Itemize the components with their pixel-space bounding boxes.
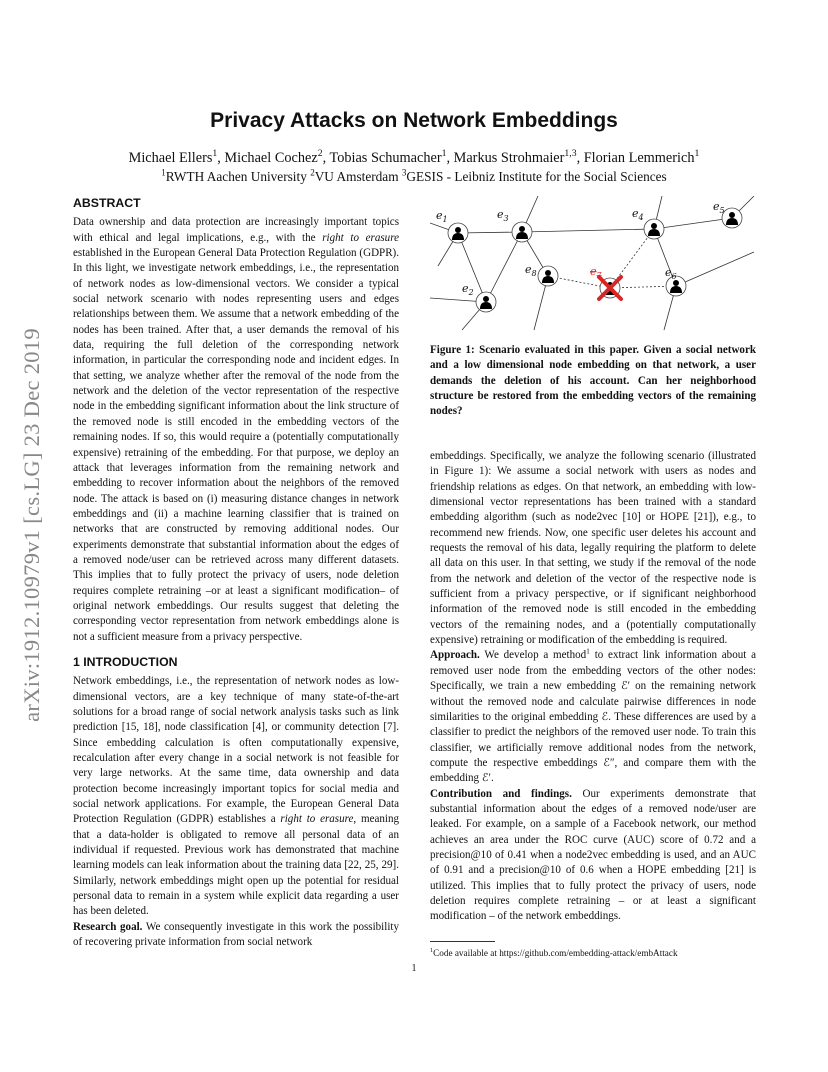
author-affil-mark: 2 [317,148,323,160]
author-affil-mark: 1 [212,148,218,160]
intro-heading: 1 INTRODUCTION [73,654,178,669]
affiliation: VU Amsterdam [314,169,399,184]
author-affil-mark: 1,3 [564,148,577,160]
figure-1-caption: Figure 1: Scenario evaluated in this paper. Given a social network and a low dimensional node embedding on that network, a user demands the deletion of his account. Can her neighborhood structure be restored from the embedding vectors of the remaining nodes? [430,344,756,418]
affiliation-list [60,169,768,185]
abstract-text [73,215,399,645]
affiliation: RWTH Aachen University [165,169,307,184]
research-goal-text: We consequently investigate in this work the possibility of recovering private information from social network [73,920,399,949]
footnote-number: 1 [430,946,434,954]
paper-title: Privacy Attacks on Network Embeddings [210,109,618,132]
user-node [644,219,664,239]
affiliation: GESIS - Leibniz Institute for the Social Sciences [406,169,667,184]
node-label-e1: $e_1$ [436,209,448,224]
network-edges [430,196,754,330]
arxiv-stamp [7,280,57,770]
contribution-text: Our experiments demonstrate that substantial information about the edges of a removed node/user are leaked. For example, on a sample of a Facebook network, our method achieves an area under the ROC curve (AUC) score of 0.72 and a precision@10 of 0.41 when a node2vec embedding is used, and an AUC of 0.91 and a precision@10 of 0.6 when a HOPE embedding [21] is utilized. This implies that to fully protect the privacy of users, node deletion requires complete retraining – or at least a significant modification – of the network embeddings. [430,787,756,923]
abstract-text-part: Data ownership and data protection are increasingly important topics with ethical and legal implications, e.g., with the [73,216,399,244]
footnote-rule [430,941,495,942]
footnote-text: Code available at https://github.com/embedding-attack/embAttack [433,948,678,958]
research-goal-paragraph [73,920,399,951]
author-list: Michael Ellers$^1$, Michael Cochez$^2$, Tobias Schumacher$^1$, Markus Strohmaier$^{1,3}$, Florian Lemmerich$^1$ [128,148,700,166]
arxiv-stamp-text: arXiv:1912.10979v1 [cs.LG] 23 Dec 2019 [19,328,44,722]
approach-text-part: to extract link information about a removed user node from the embedding vectors of the other nodes: Specifically, we train a new embedding ℰ′ on the remaining network without the removed node and calculate pairwise differences in node similarities to the original embedding ℰ. These differences are used by a classifier to predict the neighbors of the removed user node. To train this classifier, we artificially remove additional nodes from the network, compute the respective embeddings ℰ″, and compare them with the embedding ℰ′. [430,649,756,785]
footnote-mark: 1 [586,646,590,656]
user-node [512,222,532,242]
intro-text-part: , meaning that a data-holder is obligated to remove all personal data of an individual if requested. Previous work has demonstrated that machine learning models can leak information about the training data [22, 25, 29]. Similarly, network embeddings might open up the potential for residual personal data to remain in a system while explicit data regarding a user has been deleted. [73,813,400,918]
approach-paragraph [430,648,756,786]
abstract-heading: ABSTRACT [73,196,141,210]
author-name: Michael Cochez [224,150,318,166]
research-goal-heading: Research goal. [73,920,143,933]
abstract-text-part: established in the European General Data Protection Regulation (GDPR). In this light, we investigate network embeddings, i.e., the representation of network nodes as low-dimensional vectors. We consider a typical social network scenario with nodes representing users and edges relationships between them. We assume that a network embedding of the nodes has been trained. After that, a user demands the removal of his data, requiring the full deletion of the corresponding network information, in particular the corresponding node and incident edges. In that setting, we analyze whether after the removal of the node from the network and the deletion of the vector representation of the respective node in the embedding significant information about the link structure of the removed node is still encoded in the embedding vectors of the remaining nodes. If so, this would require a (potentially computationally expensive) retraining of the embedding. For that purpose, we deploy an attack that leverages information from the remaining network and embedding to recover information about the neighbors of the removed node. The attack is based on (i) measuring distance changes in network embeddings and (ii) a machine learning classifier that is trained on networks that are constructed by removing additional nodes. Our experiments demonstrate that substantial information about the edges of a removed node/user can be retrieved across many different datasets. This implies that to fully protect the privacy of users, node deletion requires complete retraining –or at least a significant modification– of original network embeddings. Our results suggest that deleting the corresponding vector representation from network embeddings alone is not a sufficient measure from a privacy perspective. [73,247,399,643]
intro-text-part: Network embeddings, i.e., the representation of network nodes as low-dimensional vectors, are a key technique of many state-of-the-art solutions for a broad range of social network analysis tasks such as link prediction [15, 18], node classification [4], or community detection [7]. Since embedding calculation is often computationally expensive, recalculation after every change in a social network is not feasible for very large networks. At the same time, data ownership and data protection become increasingly important topics for social media and social network applications. For example, the European General Data Protection Regulation (GDPR) establishes a [73,675,399,826]
footnote [430,948,760,958]
figure-1-network-diagram [430,196,756,331]
node-label-e3: $e_3$ [497,208,509,223]
intro-emphasis: right to erasure [280,813,354,826]
author-name: Tobias Schumacher [329,150,442,166]
user-node [538,266,558,286]
node-label-e2: $e_2$ [462,282,474,297]
node-label-e5: $e_5$ [713,200,725,215]
author-name: Markus Strohmaier [453,150,565,166]
left-column [73,196,399,951]
contribution-heading: Contribution and findings. [430,787,572,800]
user-node [722,208,742,228]
page-number: 1 [411,963,417,974]
abstract-emphasis: right to erasure [322,231,399,244]
user-node [476,292,496,312]
approach-heading: Approach. [430,649,480,662]
author-affil-mark: 1 [441,148,447,160]
contribution-paragraph [430,787,756,925]
node-label-e4: $e_4$ [632,207,644,222]
affil-mark: 2 [310,167,315,178]
author-name: Florian Lemmerich [583,150,695,166]
affil-mark: 1 [161,167,166,178]
intro-continued-paragraph: embeddings. Specifically, we analyze the following scenario (illustrated in Figure 1): We assume a social network with users as nodes and friendship relations as edges. On that network, an embedding with low-dimensional vector representations has been trained with a standard embedding algorithm (such as node2vec [10] or HOPE [21]), e.g., to recommend new friends. Now, one specific user deletes his account and requests the removal of his data, legally requiring the platform to delete all data on this user. In that setting, we study if the removal of the node from the network and deletion of the vector of the respective node is sufficient from a privacy perspective, or if significant neighborhood information of the removed node is still encoded in the embedding vectors of the remaining nodes, and a (potentially computationally expensive) retraining or modification of the embedding is required. [430,450,756,647]
affil-mark: 3 [401,167,407,178]
author-affil-mark: 1 [694,148,700,160]
right-column [430,449,756,925]
author-name: Michael Ellers [128,150,213,166]
user-node [448,223,468,243]
node-label-e6: $e_6$ [665,266,677,281]
node-label-e7: $e_7$ [590,265,602,280]
approach-text-part: We develop a method [479,649,587,662]
node-label-e8: $e_8$ [525,263,537,278]
intro-paragraph [73,674,399,920]
deleted-user-node [599,277,621,299]
